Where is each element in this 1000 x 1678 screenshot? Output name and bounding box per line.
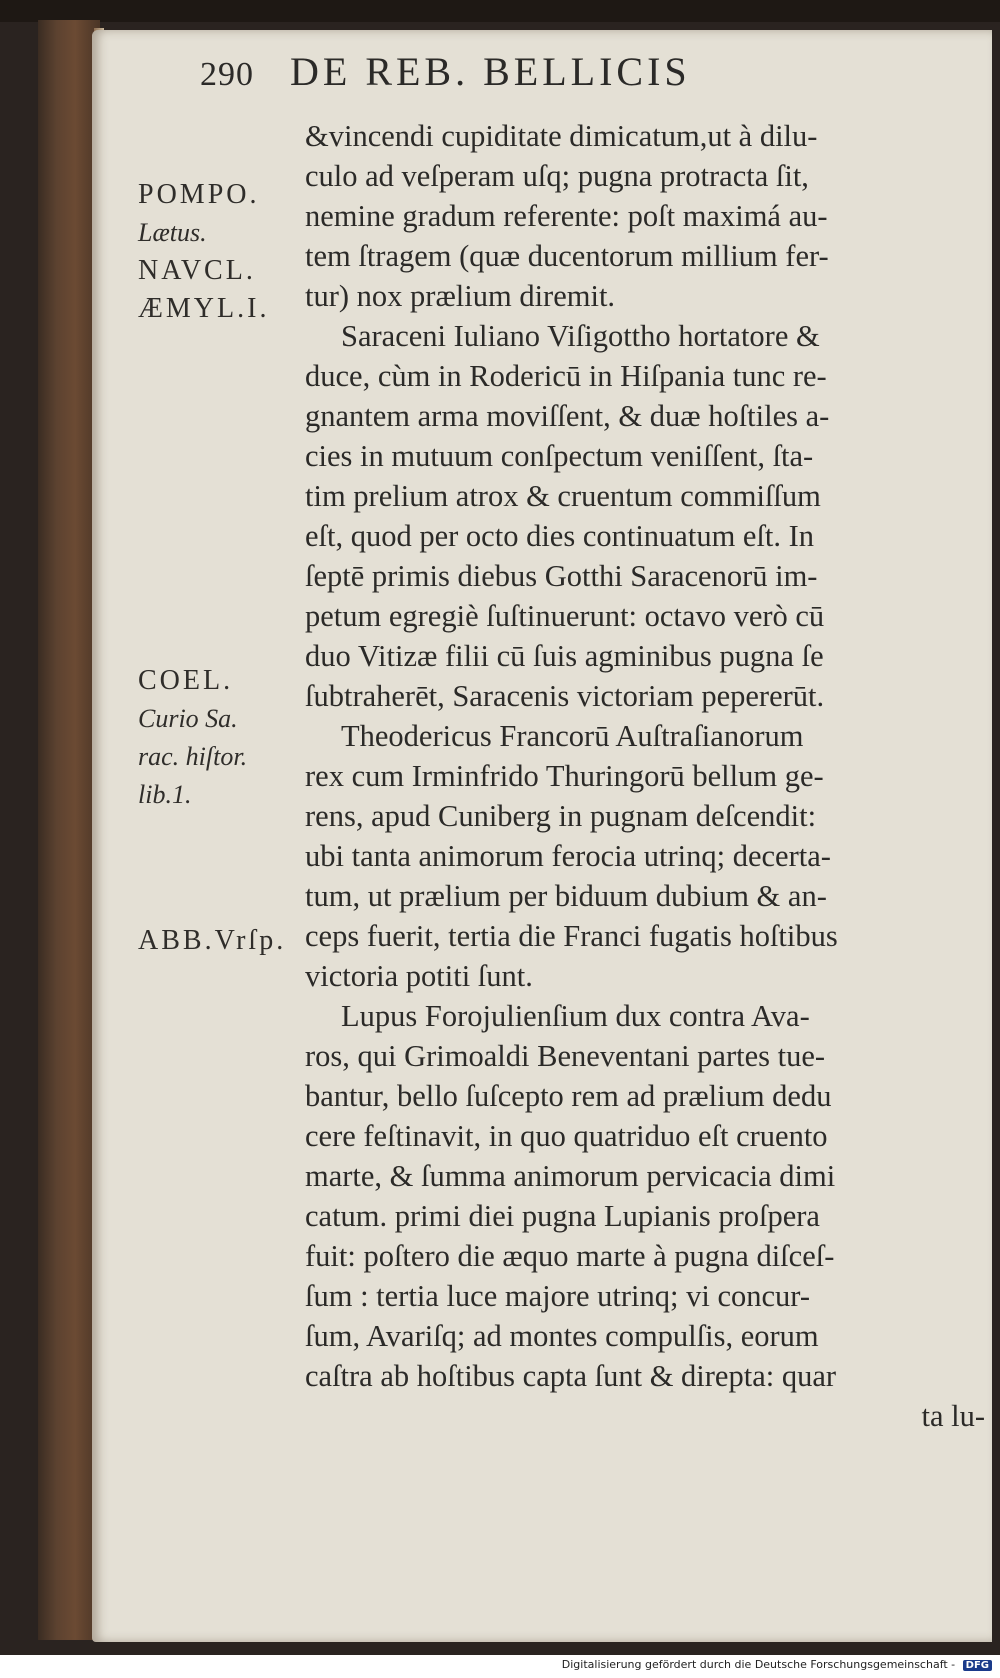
text-line: ſubtraherēt, Saracenis victoriam pepererūt.	[305, 679, 825, 713]
margin-note-coel	[138, 662, 247, 814]
body-text	[305, 116, 995, 1436]
margin-line: POMPO.	[138, 179, 260, 210]
text-line: fuit: poſtero die æquo marte à pugna diſceſ-	[305, 1239, 835, 1273]
text-line: tum, ut prælium per biduum dubium & an-	[305, 879, 827, 913]
margin-note-pompo	[138, 176, 269, 328]
margin-line: lib.1.	[138, 780, 192, 809]
text-line: marte, & ſumma animorum pervicacia dimi	[305, 1159, 836, 1193]
text-line: duo Vitizæ filii cū ſuis agminibus pugna ſe	[305, 639, 824, 673]
margin-line: Curio Sa.	[138, 704, 238, 733]
text-line: bantur, bello ſuſcepto rem ad prælium dedu	[305, 1079, 832, 1113]
text-line: petum egregiè ſuſtinuerunt: octavo verò cū	[305, 599, 825, 633]
text-line: caſtra ab hoſtibus capta ſunt & direpta: quar	[305, 1359, 837, 1393]
text-line: Theodericus Francorū Auſtraſianorum	[341, 719, 804, 753]
text-line: &vincendi cupiditate dimicatum,ut à dilu-	[305, 119, 818, 153]
text-line: cies in mutuum conſpectum veniſſent, ſta-	[305, 439, 814, 473]
page-number: 290	[200, 56, 254, 93]
text-line: Saraceni Iuliano Viſigottho hortatore &	[341, 319, 820, 353]
margin-line: NAVCL.	[138, 255, 256, 286]
text-line: tur) nox prælium diremit.	[305, 279, 616, 313]
text-line: gnantem arma moviſſent, & duæ hoſtiles a-	[305, 399, 830, 433]
footer-text: Digitalisierung gefördert durch die Deutsche Forschungsgemeinschaft -	[561, 1658, 956, 1671]
margin-line: ABB.Vrſp.	[138, 925, 287, 956]
catchword: ta lu-	[921, 1399, 985, 1433]
margin-note-abb	[138, 922, 286, 960]
running-header	[200, 48, 920, 95]
top-edge	[0, 0, 1000, 22]
text-line: catum. primi diei pugna Lupianis proſpera	[305, 1199, 820, 1233]
text-line: tem ſtragem (quæ ducentorum millium fer-	[305, 239, 829, 273]
digitization-footer	[562, 1658, 992, 1671]
book-spine	[38, 20, 100, 1640]
running-title: DE REB. BELLICIS	[290, 49, 691, 94]
text-line: rex cum Irminfrido Thuringorū bellum ge-	[305, 759, 824, 793]
margin-line: ÆMYL.I.	[138, 293, 270, 324]
text-line: ſum : tertia luce majore utrinq; vi concur-	[305, 1279, 811, 1313]
text-line: cere feſtinavit, in quo quatriduo eſt cruento	[305, 1119, 828, 1153]
margin-line: COEL.	[138, 665, 234, 696]
text-line: ſeptē primis diebus Gotthi Saracenorū im-	[305, 559, 818, 593]
margin-line: rac. hiſtor.	[138, 742, 248, 771]
text-line: victoria potiti ſunt.	[305, 959, 533, 993]
text-line: Lupus Forojulienſium dux contra Ava-	[341, 999, 810, 1033]
text-line: ceps fuerit, tertia die Franci fugatis hoſtibus	[305, 919, 838, 953]
text-line: nemine gradum referente: poſt maximá au-	[305, 199, 828, 233]
text-line: culo ad veſperam uſq; pugna protracta ſit,	[305, 159, 809, 193]
text-line: duce, cùm in Rodericū in Hiſpania tunc re-	[305, 359, 827, 393]
text-line: ubi tanta animorum ferocia utrinq; decerta-	[305, 839, 831, 873]
margin-line: Lætus.	[138, 218, 207, 247]
text-line: rens, apud Cuniberg in pugnam deſcendit:	[305, 799, 817, 833]
text-line: eſt, quod per octo dies continuatum eſt. In	[305, 519, 815, 553]
text-line: tim prelium atrox & cruentum commiſſum	[305, 479, 821, 513]
dfg-logo: DFG	[963, 1660, 992, 1671]
text-line: ſum, Avariſq; ad montes compulſis, eorum	[305, 1319, 819, 1353]
text-line: ros, qui Grimoaldi Beneventani partes tue-	[305, 1039, 826, 1073]
